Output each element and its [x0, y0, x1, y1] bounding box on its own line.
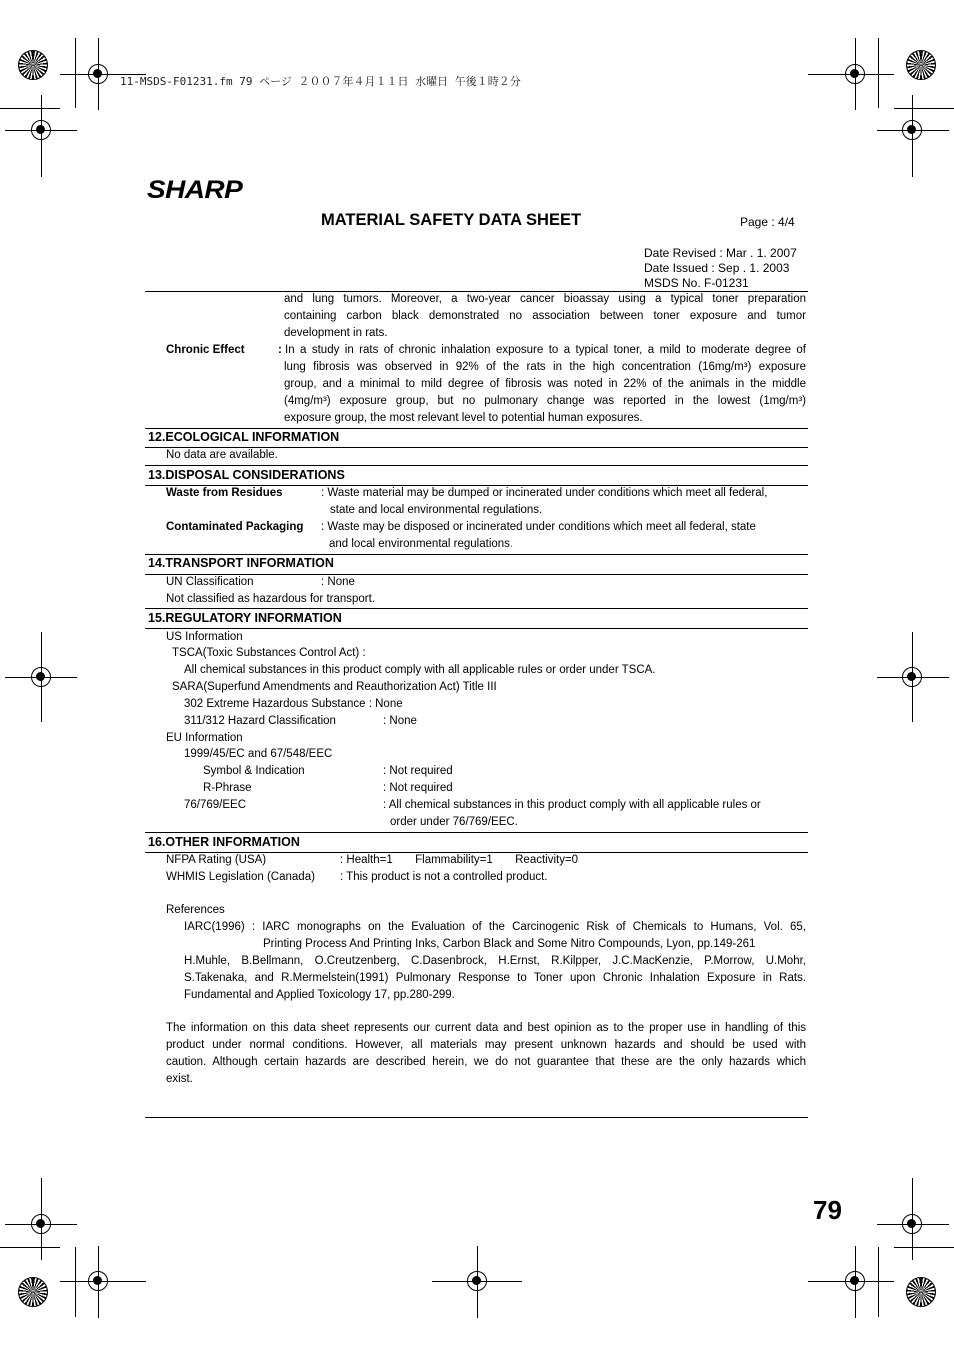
page-info: Page : 4/4 — [740, 215, 795, 229]
chronic-effect-text: group, and a minimal to mild degree of fibrosis was noted in 22% of the animals in the middle — [284, 378, 806, 390]
un-classification-label: UN Classification — [166, 576, 254, 588]
registration-rosette-icon — [906, 50, 936, 80]
ecological-text: No data are available. — [166, 449, 278, 461]
eu-directive: 1999/45/EC and 67/548/EEC — [184, 748, 333, 760]
chronic-effect-text: lung fibrosis was observed in 92% of the rats in the high concentration (16mg/m³) exposure — [284, 361, 806, 373]
disclaimer-text: exist. — [166, 1073, 193, 1085]
section-divider — [145, 628, 808, 629]
reference-text: IARC(1996) : IARC monographs on the Evaluation of the Carcinogenic Risk of Chemicals to Humans, Vol. 65, — [184, 921, 806, 933]
contaminated-packaging-text — [329, 536, 513, 553]
contaminated-packaging-text: : Waste may be disposed or incinerated under conditions which meet all federal, state — [321, 521, 756, 533]
date-issued: Date Issued : Sep . 1. 2003 — [644, 261, 790, 275]
directive-76-label: 76/769/EEC — [184, 799, 247, 811]
registration-mark-icon — [31, 667, 51, 687]
section-divider — [145, 608, 808, 609]
sara-label: SARA(Superfund Amendments and Reauthorization Act) Title III — [172, 681, 497, 693]
section-divider — [145, 832, 808, 833]
registration-mark-icon — [31, 1214, 51, 1234]
un-classification-value: : None — [321, 576, 355, 588]
registration-mark-icon — [902, 667, 922, 687]
date-revised: Date Revised : Mar . 1. 2007 — [644, 246, 797, 260]
continued-text: and lung tumors. Moreover, a two-year cancer bioassay using a typical toner preparation — [284, 293, 806, 305]
reference-text: Printing Process And Printing Inks, Carbon Black and Some Nitro Compounds, Lyon, pp.149-261 — [263, 938, 756, 950]
brand-logo: SHARP — [147, 176, 243, 204]
registration-mark-icon — [902, 120, 922, 140]
section-divider — [145, 465, 808, 466]
registration-mark-icon — [845, 64, 865, 84]
r-phrase-label: R-Phrase — [203, 782, 252, 794]
references-label: References — [166, 904, 225, 916]
sara-302: 302 Extreme Hazardous Substance : None — [184, 698, 403, 710]
section-title-transport: 14.TRANSPORT INFORMATION — [148, 556, 334, 570]
sara-311-label: 311/312 Hazard Classification — [184, 715, 336, 727]
waste-residues-text: : Waste material may be dumped or incinerated under conditions which meet all federal, — [321, 487, 768, 499]
directive-76-text: : All chemical substances in this product comply with all applicable rules or — [383, 799, 761, 811]
section-title-regulatory: 15.REGULATORY INFORMATION — [148, 611, 342, 625]
section-title-ecological: 12.ECOLOGICAL INFORMATION — [148, 430, 340, 444]
chronic-effect-colon: : — [278, 344, 282, 356]
registration-rosette-icon — [18, 50, 48, 80]
section-divider — [145, 554, 808, 555]
packaging-text-line: and local environmental regulations — [329, 538, 510, 550]
page-number: 79 — [813, 1195, 842, 1225]
disclaimer-text: The information on this data sheet represents our current data and best opinion as to the proper use in handling of this — [166, 1022, 806, 1034]
tsca-text: All chemical substances in this product comply with all applicable rules or order under TSCA. — [184, 664, 656, 676]
continued-text: containing carbon black demonstrated no association between toner exposure and tumor — [284, 310, 806, 322]
symbol-indication-label: Symbol & Indication — [203, 765, 305, 777]
registration-mark-icon — [845, 1271, 865, 1291]
document-title: MATERIAL SAFETY DATA SHEET — [321, 211, 582, 229]
file-header: 11-MSDS-F01231.fm 79 ページ ２００７年４月１１日 水曜日 午後１時２分 — [120, 75, 521, 88]
reference-text: H.Muhle, B.Bellmann, O.Creutzenberg, C.Dasenbrock, H.Ernst, R.Kilpper, J.C.MacKenzie, P.Morrow, U.Mohr, — [184, 955, 806, 967]
contaminated-packaging-label: Contaminated Packaging — [166, 521, 304, 533]
registration-mark-icon — [88, 64, 108, 84]
section-title-disposal: 13.DISPOSAL CONSIDERATIONS — [148, 468, 345, 482]
reference-text: Fundamental and Applied Toxicology 17, pp.280-299. — [184, 989, 455, 1001]
continued-text: development in rats. — [284, 327, 388, 339]
chronic-effect-text: (4mg/m³) exposure group, but no pulmonary change was reported in the lowest (1mg/m³) — [284, 395, 806, 407]
waste-residues-label: Waste from Residues — [166, 487, 283, 499]
registration-mark-icon — [467, 1271, 487, 1291]
nfpa-label: NFPA Rating (USA) — [166, 854, 267, 866]
registration-mark-icon — [88, 1271, 108, 1291]
us-information: US Information — [166, 631, 243, 643]
sara-311-value: : None — [383, 715, 417, 727]
chronic-effect-label: Chronic Effect — [166, 344, 245, 356]
whmis-label: WHMIS Legislation (Canada) — [166, 871, 315, 883]
reference-text: S.Takenaka, and R.Mermelstein(1991) Pulmonary Response to Toner upon Chronic Inhalation Exposure in Rats. — [184, 972, 806, 984]
symbol-indication-value: : Not required — [383, 765, 453, 777]
tsca-label: TSCA(Toxic Substances Control Act) : — [172, 647, 366, 659]
transport-note: Not classified as hazardous for transport. — [166, 593, 376, 605]
chronic-effect-text: exposure group, the most relevant level to potential human exposures. — [284, 412, 643, 424]
registration-rosette-icon — [906, 1277, 936, 1307]
bottom-divider — [145, 1117, 808, 1118]
directive-76-text: order under 76/769/EEC. — [390, 816, 518, 828]
registration-mark-icon — [902, 1214, 922, 1234]
section-title-other: 16.OTHER INFORMATION — [148, 835, 300, 849]
whmis-value: : This product is not a controlled product. — [340, 871, 548, 883]
packaging-period: . — [509, 538, 514, 550]
registration-rosette-icon — [18, 1277, 48, 1307]
eu-information: EU Information — [166, 732, 243, 744]
r-phrase-value: : Not required — [383, 782, 453, 794]
nfpa-value: : Health=1 Flammability=1 Reactivity=0 — [340, 854, 579, 866]
section-divider — [145, 428, 808, 429]
waste-residues-text: state and local environmental regulations. — [330, 504, 543, 516]
disclaimer-text: caution. Although certain hazards are described herein, we do not guarantee that these are the only hazards which — [166, 1056, 806, 1068]
disclaimer-text: product under normal conditions. However, all materials may present unknown hazards and should be used with — [166, 1039, 806, 1051]
msds-number: MSDS No. F-01231 — [644, 276, 749, 290]
chronic-effect-text: In a study in rats of chronic inhalation exposure to a typical toner, a mild to moderate degree of — [285, 344, 806, 356]
registration-mark-icon — [31, 120, 51, 140]
